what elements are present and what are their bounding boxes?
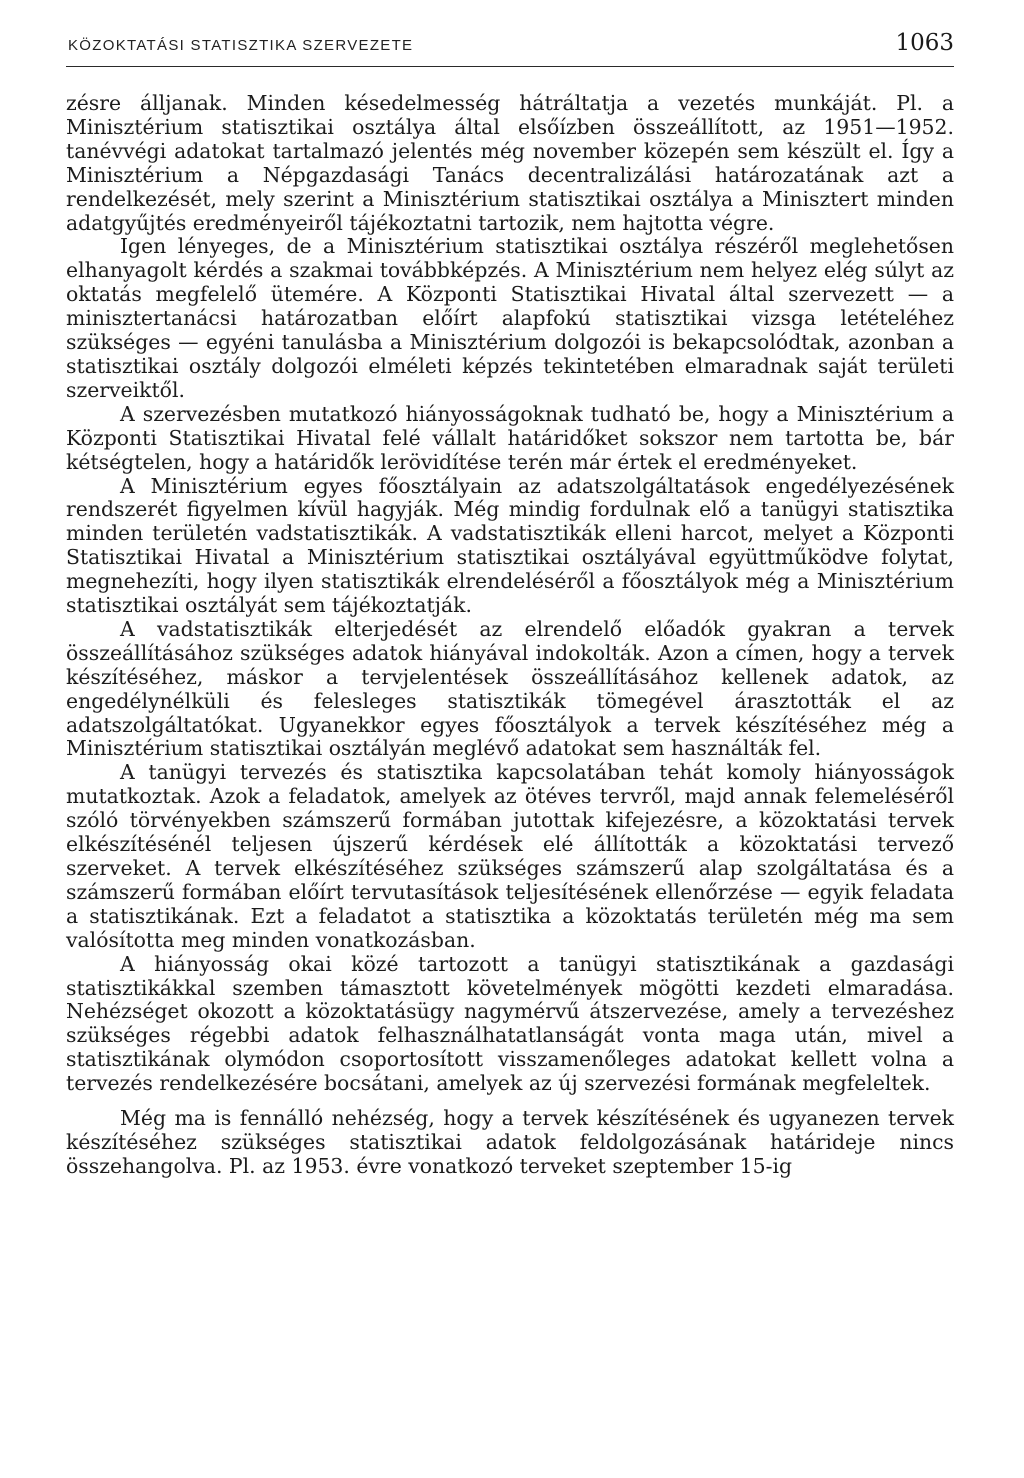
paragraph-planning: A tanügyi tervezés és statisztika kapcsolatában tehát komoly hiányosságok mutatkoztak. Azok a feladatok, amelyek az ötéves tervről, majd annak felemeléséről szóló törvényekben számszerű formában jutottak kifejezésre, a közoktatási tervek elkészítésénél teljesen újszerű kérdések elé állították a közoktatási tervező szerveket. A tervek elkészítéséhez szükséges számszerű alap szolgáltatása és a számszerű formában előírt tervutasítások teljesítésének ellenőrzése — egyik feladata a statisztikának. Ezt a feladatot a statisztika a közoktatás területén még ma sem valósította meg minden vonatkozásban.	[66, 760, 954, 952]
paragraph-difficulty: Még ma is fennálló nehézség, hogy a tervek készítésének és ugyanezen tervek készítéséhez szükséges statisztikai adatok feldolgozásának határideje nincs összehangolva. Pl. az 1953. évre vonatkozó terveket szeptember 15-ig	[66, 1106, 954, 1178]
page-header	[66, 30, 954, 60]
paragraph-training: Igen lényeges, de a Minisztérium statisztikai osztálya részéről meglehetősen elhanyagolt kérdés a szakmai továbbképzés. A Minisztérium nem helyez elég súlyt az oktatás megfelelő ütemére. A Központi Statisztikai Hivatal által szervezett — a minisztertanácsi határozatban előírt alapfokú statisztikai vizsga letételéhez szükséges — egyéni tanulásba a Minisztérium dolgozói is bekapcsolódtak, azonban a statisztikai osztály dolgozói elméleti képzés tekintetében elmaradnak saját területi szerveiktől.	[66, 234, 954, 402]
paragraph-causes: A hiányosság okai közé tartozott a tanügyi statisztikának a gazdasági statisztikákkal szemben támasztott követelmények mögötti kezdeti elmaradása. Nehézséget okozott a közoktatásügy nagymérvű átszervezése, amely a tervezéshez szükséges régebbi adatok felhasználhatatlanságát vonta maga után, mivel a statisztikának olymódon csoportosított visszamenőleges adatokat kellett volna a tervezés rendelkezésére bocsátani, amelyek az új szervezési formának megfeleltek.	[66, 951, 954, 1096]
header-rule	[66, 66, 954, 67]
running-head: KÖZOKTATÁSI STATISZTIKA SZERVEZETE	[68, 37, 414, 54]
paragraph-continuation: zésre álljanak. Minden késedelmesség hátráltatja a vezetés munkáját. Pl. a Minisztérium statisztikai osztálya által elsőízben összeállított, az 1951—1952. tanévvégi adatokat tartalmazó jelentés még november közepén sem készült el. Így a Minisztérium a Népgazdasági Tanács decentralizálási határozatának azt a rendelkezését, mely szerint a Minisztérium statisztikai osztálya a Minisztert minden adatgyűjtés eredményeiről tájékoztatni tartozik, nem hajtotta végre.	[66, 91, 954, 235]
paragraph-deadlines: A szervezésben mutatkozó hiányosságoknak tudható be, hogy a Minisztérium a Központi Statisztikai Hivatal felé vállalt határidőket sokszor nem tartotta be, bár kétségtelen, hogy a határidők lerövidítése terén már értek el eredményeket.	[66, 401, 954, 474]
paragraph-spread: A vadstatisztikák elterjedését az elrendelő előadók gyakran a tervek összeállításához szükséges adatok hiányával indokolták. Azon a címen, hogy a tervek készítéséhez, máskor a tervjelentések összeállításához kellenek adatok, az engedélynélküli és felesleges statisztikák tömegével árasztották el az adatszolgáltatókat. Ugyanekkor egyes főosztályok a tervek készítéséhez még a Minisztérium statisztikai osztályán meglévő adatokat sem használták fel.	[66, 616, 954, 761]
paragraph-wild-statistics: A Minisztérium egyes főosztályain az adatszolgáltatások engedélyezésének rendszerét figyelmen kívül hagyják. Még mindig fordulnak elő a tanügyi statisztika minden területén vadstatisztikák. A vadstatisztikák elleni harcot, melyet a Központi Statisztikai Hivatal a Minisztérium statisztikai osztályával együttműködve folytat, megnehezíti, hogy ilyen statisztikák elrendeléséről a főosztályok még a Minisztérium statisztikai osztályát sem tájékoztatják.	[66, 473, 954, 618]
document-page	[66, 30, 954, 1179]
body-text	[66, 92, 954, 1179]
page-number: 1063	[895, 30, 954, 56]
